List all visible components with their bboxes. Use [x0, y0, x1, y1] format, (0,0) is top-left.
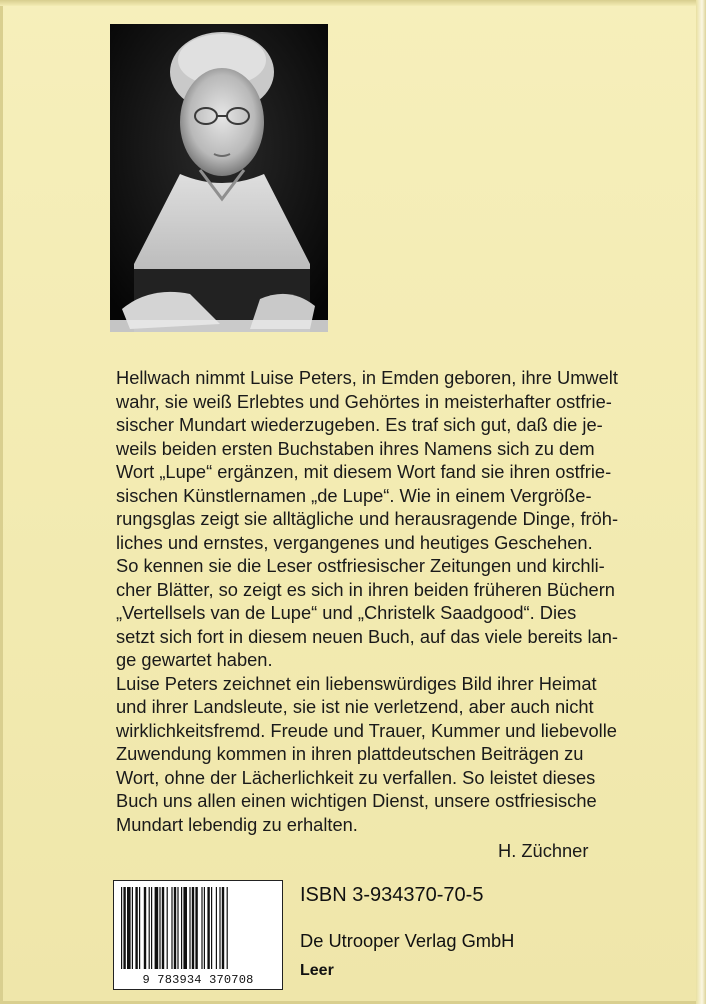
description-line: liches und ernstes, vergangenes und heutiges Geschehen. [116, 531, 593, 553]
description-line: Wort, ohne der Lächerlichkeit zu verfallen. So leistet dieses [116, 766, 596, 788]
description-line: Luise Peters zeichnet ein liebenswürdiges Bild ihrer Heimat [116, 672, 597, 694]
description-line: und ihrer Landsleute, sie ist nie verletzend, aber auch nicht [116, 696, 594, 717]
isbn-number: ISBN 3-934370-70-5 [300, 884, 484, 906]
description-line: Zuwendung kommen in ihren plattdeutschen Beiträgen zu [116, 743, 584, 764]
description-line: So kennen sie die Leser ostfriesischer Zeitungen und kirchli- [116, 555, 605, 576]
description-line: rungsglas zeigt sie alltägliche und herausragende Dinge, fröh- [116, 508, 619, 529]
description-line: weils beiden ersten Buchstaben ihres Namens sich zu dem [116, 437, 595, 459]
description-line: Buch uns allen einen wichtigen Dienst, unsere ostfriesische [116, 790, 597, 811]
book-description [116, 366, 619, 836]
barcode [113, 880, 283, 990]
portrait-photo [110, 24, 328, 332]
publisher-city: Leer [300, 962, 334, 979]
description-line: sischer Mundart wiederzugeben. Es traf sich gut, daß die je- [116, 414, 603, 435]
portrait-photo-icon [110, 24, 328, 332]
barcode-digits: 9 783934 370708 [142, 973, 254, 987]
barcode-icon [119, 887, 277, 969]
publisher-name: De Utrooper Verlag GmbH [300, 930, 515, 951]
description-line: cher Blätter, so zeigt es sich in ihren beiden früheren Büchern [116, 578, 615, 600]
description-line: wahr, sie weiß Erlebtes und Gehörtes in meisterhafter ostfrie- [116, 390, 612, 412]
description-line: sischen Künstlernamen „de Lupe“. Wie in einem Vergröße- [116, 484, 592, 506]
description-line: setzt sich fort in diesem neuen Buch, auf das viele bereits lan- [116, 625, 618, 647]
description-line: wirklichkeitsfremd. Freude und Trauer, Kummer und liebevolle [116, 719, 617, 741]
description-line: Hellwach nimmt Luise Peters, in Emden geboren, ihre Umwelt [116, 367, 618, 388]
description-line: Mundart lebendig zu erhalten. [116, 813, 358, 835]
cover-top-edge [0, 0, 706, 6]
cover-spine-edge [696, 0, 706, 1004]
description-line: Wort „Lupe“ ergänzen, mit diesem Wort fand sie ihren ostfrie- [116, 461, 612, 482]
description-line: „Vertellsels van de Lupe“ und „Christelk Saadgood“. Dies [116, 602, 577, 623]
description-line: ge gewartet haben. [116, 649, 273, 670]
review-author: H. Züchner [498, 840, 589, 861]
